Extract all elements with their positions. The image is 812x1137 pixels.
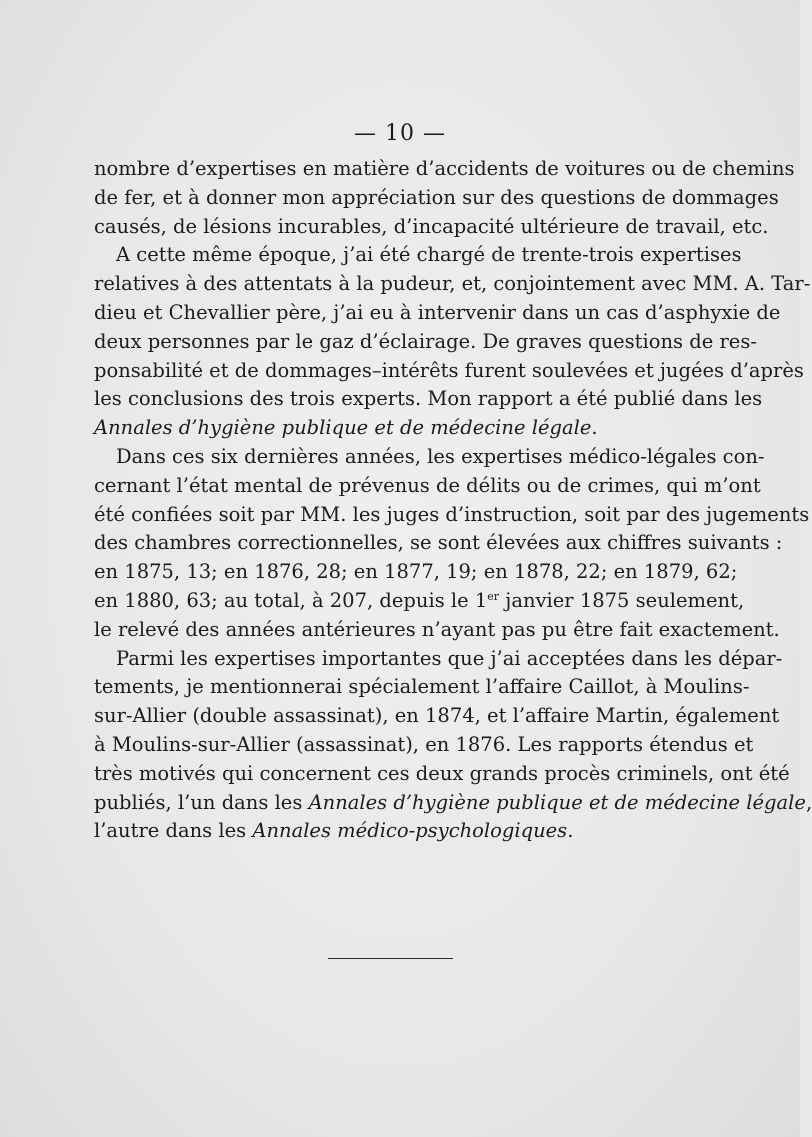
text-line: Annales d’hygiène publique et de médecine légale.: [94, 416, 598, 440]
journal-title: Annales d’hygiène publique et de médecine légale: [94, 416, 592, 440]
text-line: le relevé des années antérieures n’ayant pas pu être fait exactement.: [94, 617, 780, 641]
text-line: été confiées soit par MM. les juges d’instruction, soit par des jugements: [94, 502, 810, 526]
text-line: en 1880, 63; au total, à 207, depuis le 1er janvier 1875 seulement,: [94, 588, 745, 612]
text-line: publiés, l’un dans les Annales d’hygiène publique et de médecine légale,: [94, 790, 812, 814]
text-line: nombre d’expertises en matière d’accidents de voitures ou de chemins: [94, 157, 795, 180]
text-line: Dans ces six dernières années, les expertises médico-légales con-: [116, 444, 765, 468]
text-line: causés, de lésions incurables, d’incapacité ultérieure de travail, etc.: [94, 214, 769, 238]
text-line: dieu et Chevallier père, j’ai eu à intervenir dans un cas d’asphyxie de: [94, 300, 781, 324]
text-line: à Moulins-sur-Allier (assassinat), en 1876. Les rapports étendus et: [94, 732, 754, 756]
text-line: Parmi les expertises importantes que j’ai acceptées dans les dépar-: [116, 646, 783, 670]
text-line: très motivés qui concernent ces deux grands procès criminels, ont été: [94, 761, 790, 785]
text-line: sur-Allier (double assassinat), en 1874, et l’affaire Martin, également: [94, 704, 780, 728]
text-line: deux personnes par le gaz d’éclairage. De graves questions de res-: [94, 329, 757, 353]
section-divider: [328, 958, 453, 959]
superscript: er: [487, 589, 500, 603]
text-line: relatives à des attentats à la pudeur, et, conjointement avec MM. A. Tar-: [94, 272, 811, 296]
text-line: en 1875, 13; en 1876, 28; en 1877, 19; en 1878, 22; en 1879, 62;: [94, 560, 738, 584]
journal-title: Annales d’hygiène publique et de médecine légale: [308, 790, 806, 814]
text-line: tements, je mentionnerai spécialement l’affaire Caillot, à Moulins-: [94, 675, 750, 699]
text-line: l’autre dans les Annales médico-psychologiques.: [94, 819, 574, 843]
text-line: A cette même époque, j’ai été chargé de trente-trois expertises: [116, 243, 742, 267]
text-line: cernant l’état mental de prévenus de délits ou de crimes, qui m’ont: [94, 473, 761, 497]
page-number: — 10 —: [354, 121, 446, 146]
journal-title: Annales médico-psychologiques: [252, 819, 568, 843]
text-line: ponsabilité et de dommages–intérêts furent soulevées et jugées d’après: [94, 358, 804, 382]
text-line: les conclusions des trois experts. Mon rapport a été publié dans les: [94, 387, 763, 411]
text-line: des chambres correctionnelles, se sont élevées aux chiffres suivants :: [94, 531, 783, 555]
text-line: de fer, et à donner mon appréciation sur des questions de dommages: [94, 185, 779, 209]
body-text: [94, 155, 812, 846]
